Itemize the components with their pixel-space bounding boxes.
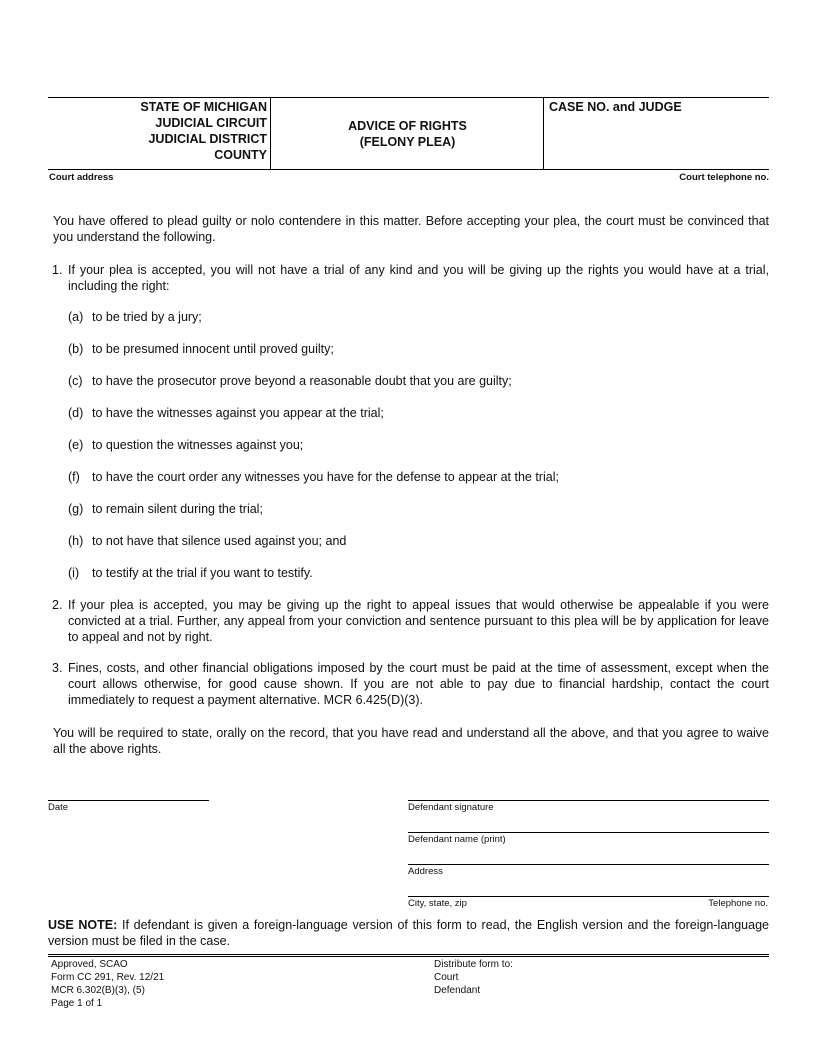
circuit-label: JUDICIAL CIRCUIT	[155, 116, 267, 130]
defendant-signature-line[interactable]	[408, 800, 769, 801]
sub-g-text: to remain silent during the trial;	[92, 502, 263, 516]
distribute-defendant: Defendant	[434, 985, 481, 996]
item-2-number: 2.	[52, 598, 63, 612]
sub-d-letter: (d)	[68, 406, 84, 420]
approved-label: Approved, SCAO	[51, 959, 128, 970]
intro-paragraph: You have offered to plead guilty or nolo contendere in this matter. Before accepting your plea, the court must be convinced that you understand the following.	[53, 214, 769, 244]
defendant-signature-label: Defendant signature	[408, 802, 494, 813]
defendant-name-label: Defendant name (print)	[408, 834, 506, 845]
distribute-court: Court	[434, 972, 459, 983]
footer-right	[434, 958, 513, 997]
sub-g-letter: (g)	[68, 502, 84, 516]
form-header	[48, 97, 769, 170]
distribute-label: Distribute form to:	[434, 959, 513, 970]
page-number: Page 1 of 1	[51, 998, 103, 1009]
footer-rule-top	[48, 954, 769, 955]
use-note	[48, 917, 769, 949]
sub-i-text: to testify at the trial if you want to testify.	[92, 566, 313, 580]
sub-a-letter: (a)	[68, 310, 84, 324]
city-state-zip-line[interactable]	[408, 896, 769, 897]
county-label: COUNTY	[214, 148, 267, 162]
sub-f-text: to have the court order any witnesses you have for the defense to appear at the trial;	[92, 470, 559, 484]
sub-h-letter: (h)	[68, 534, 84, 548]
item-1-text: If your plea is accepted, you will not have a trial of any kind and you will be giving up the rights you would have at a trial, including the right:	[68, 263, 769, 293]
district-label: JUDICIAL DISTRICT	[148, 132, 267, 146]
footer-rule-bottom	[48, 956, 769, 957]
case-number-cell[interactable]	[545, 98, 769, 169]
item-3-number: 3.	[52, 661, 63, 675]
date-line[interactable]	[48, 800, 209, 801]
state-label: STATE OF MICHIGAN	[140, 100, 267, 114]
sub-b-letter: (b)	[68, 342, 84, 356]
sub-c-text: to have the prosecutor prove beyond a reasonable doubt that you are guilty;	[92, 374, 512, 388]
mcr-reference: MCR 6.302(B)(3), (5)	[51, 985, 145, 996]
address-line[interactable]	[408, 864, 769, 865]
item-2-text: If your plea is accepted, you may be giving up the right to appeal issues that would otherwise be appealable if you were convicted at a trial. Further, any appeal from your conviction and sentence pursuant to this plea will be by application for leave to appeal and not by right.	[68, 598, 769, 644]
footer-left	[51, 958, 164, 1010]
sub-d-text: to have the witnesses against you appear at the trial;	[92, 406, 384, 420]
form-title: ADVICE OF RIGHTS	[348, 119, 467, 133]
court-telephone-label: Court telephone no.	[679, 172, 769, 183]
sub-f-letter: (f)	[68, 470, 80, 484]
case-number-label: CASE NO. and JUDGE	[549, 100, 682, 114]
sub-h-text: to not have that silence used against you; and	[92, 534, 347, 548]
sub-i-letter: (i)	[68, 566, 80, 580]
sub-a-text: to be tried by a jury;	[92, 310, 202, 324]
court-address-label: Court address	[49, 172, 114, 183]
defendant-name-line[interactable]	[408, 832, 769, 833]
item-3-text: Fines, costs, and other financial obligations imposed by the court must be paid at the time of assessment, except when the court allows otherwise, for good cause shown. If you are not able to pay due to financial hardship, contact the court immediately to request a payment alternative. MCR 6.425(D)(3).	[68, 661, 769, 707]
sub-c-letter: (c)	[68, 374, 83, 388]
closing-paragraph: You will be required to state, orally on the record, that you have read and understand all the above, and that you agree to waive all the above rights.	[53, 726, 769, 756]
telephone-label: Telephone no.	[708, 898, 768, 909]
sub-e-text: to question the witnesses against you;	[92, 438, 304, 452]
form-subtitle: (FELONY PLEA)	[359, 135, 456, 149]
form-title-cell	[272, 98, 544, 169]
sub-b-text: to be presumed innocent until proved guilty;	[92, 342, 334, 356]
date-label: Date	[48, 802, 69, 813]
item-1-number: 1.	[52, 263, 63, 277]
court-identity-cell	[48, 98, 271, 169]
use-note-label: USE NOTE:	[48, 918, 118, 932]
use-note-text: If defendant is given a foreign-language version of this form to read, the English version and the foreign-language version must be filed in the case.	[48, 918, 769, 948]
city-state-zip-label: City, state, zip	[408, 898, 467, 909]
address-label: Address	[408, 866, 443, 877]
sub-e-letter: (e)	[68, 438, 84, 452]
form-number: Form CC 291, Rev. 12/21	[51, 972, 165, 983]
